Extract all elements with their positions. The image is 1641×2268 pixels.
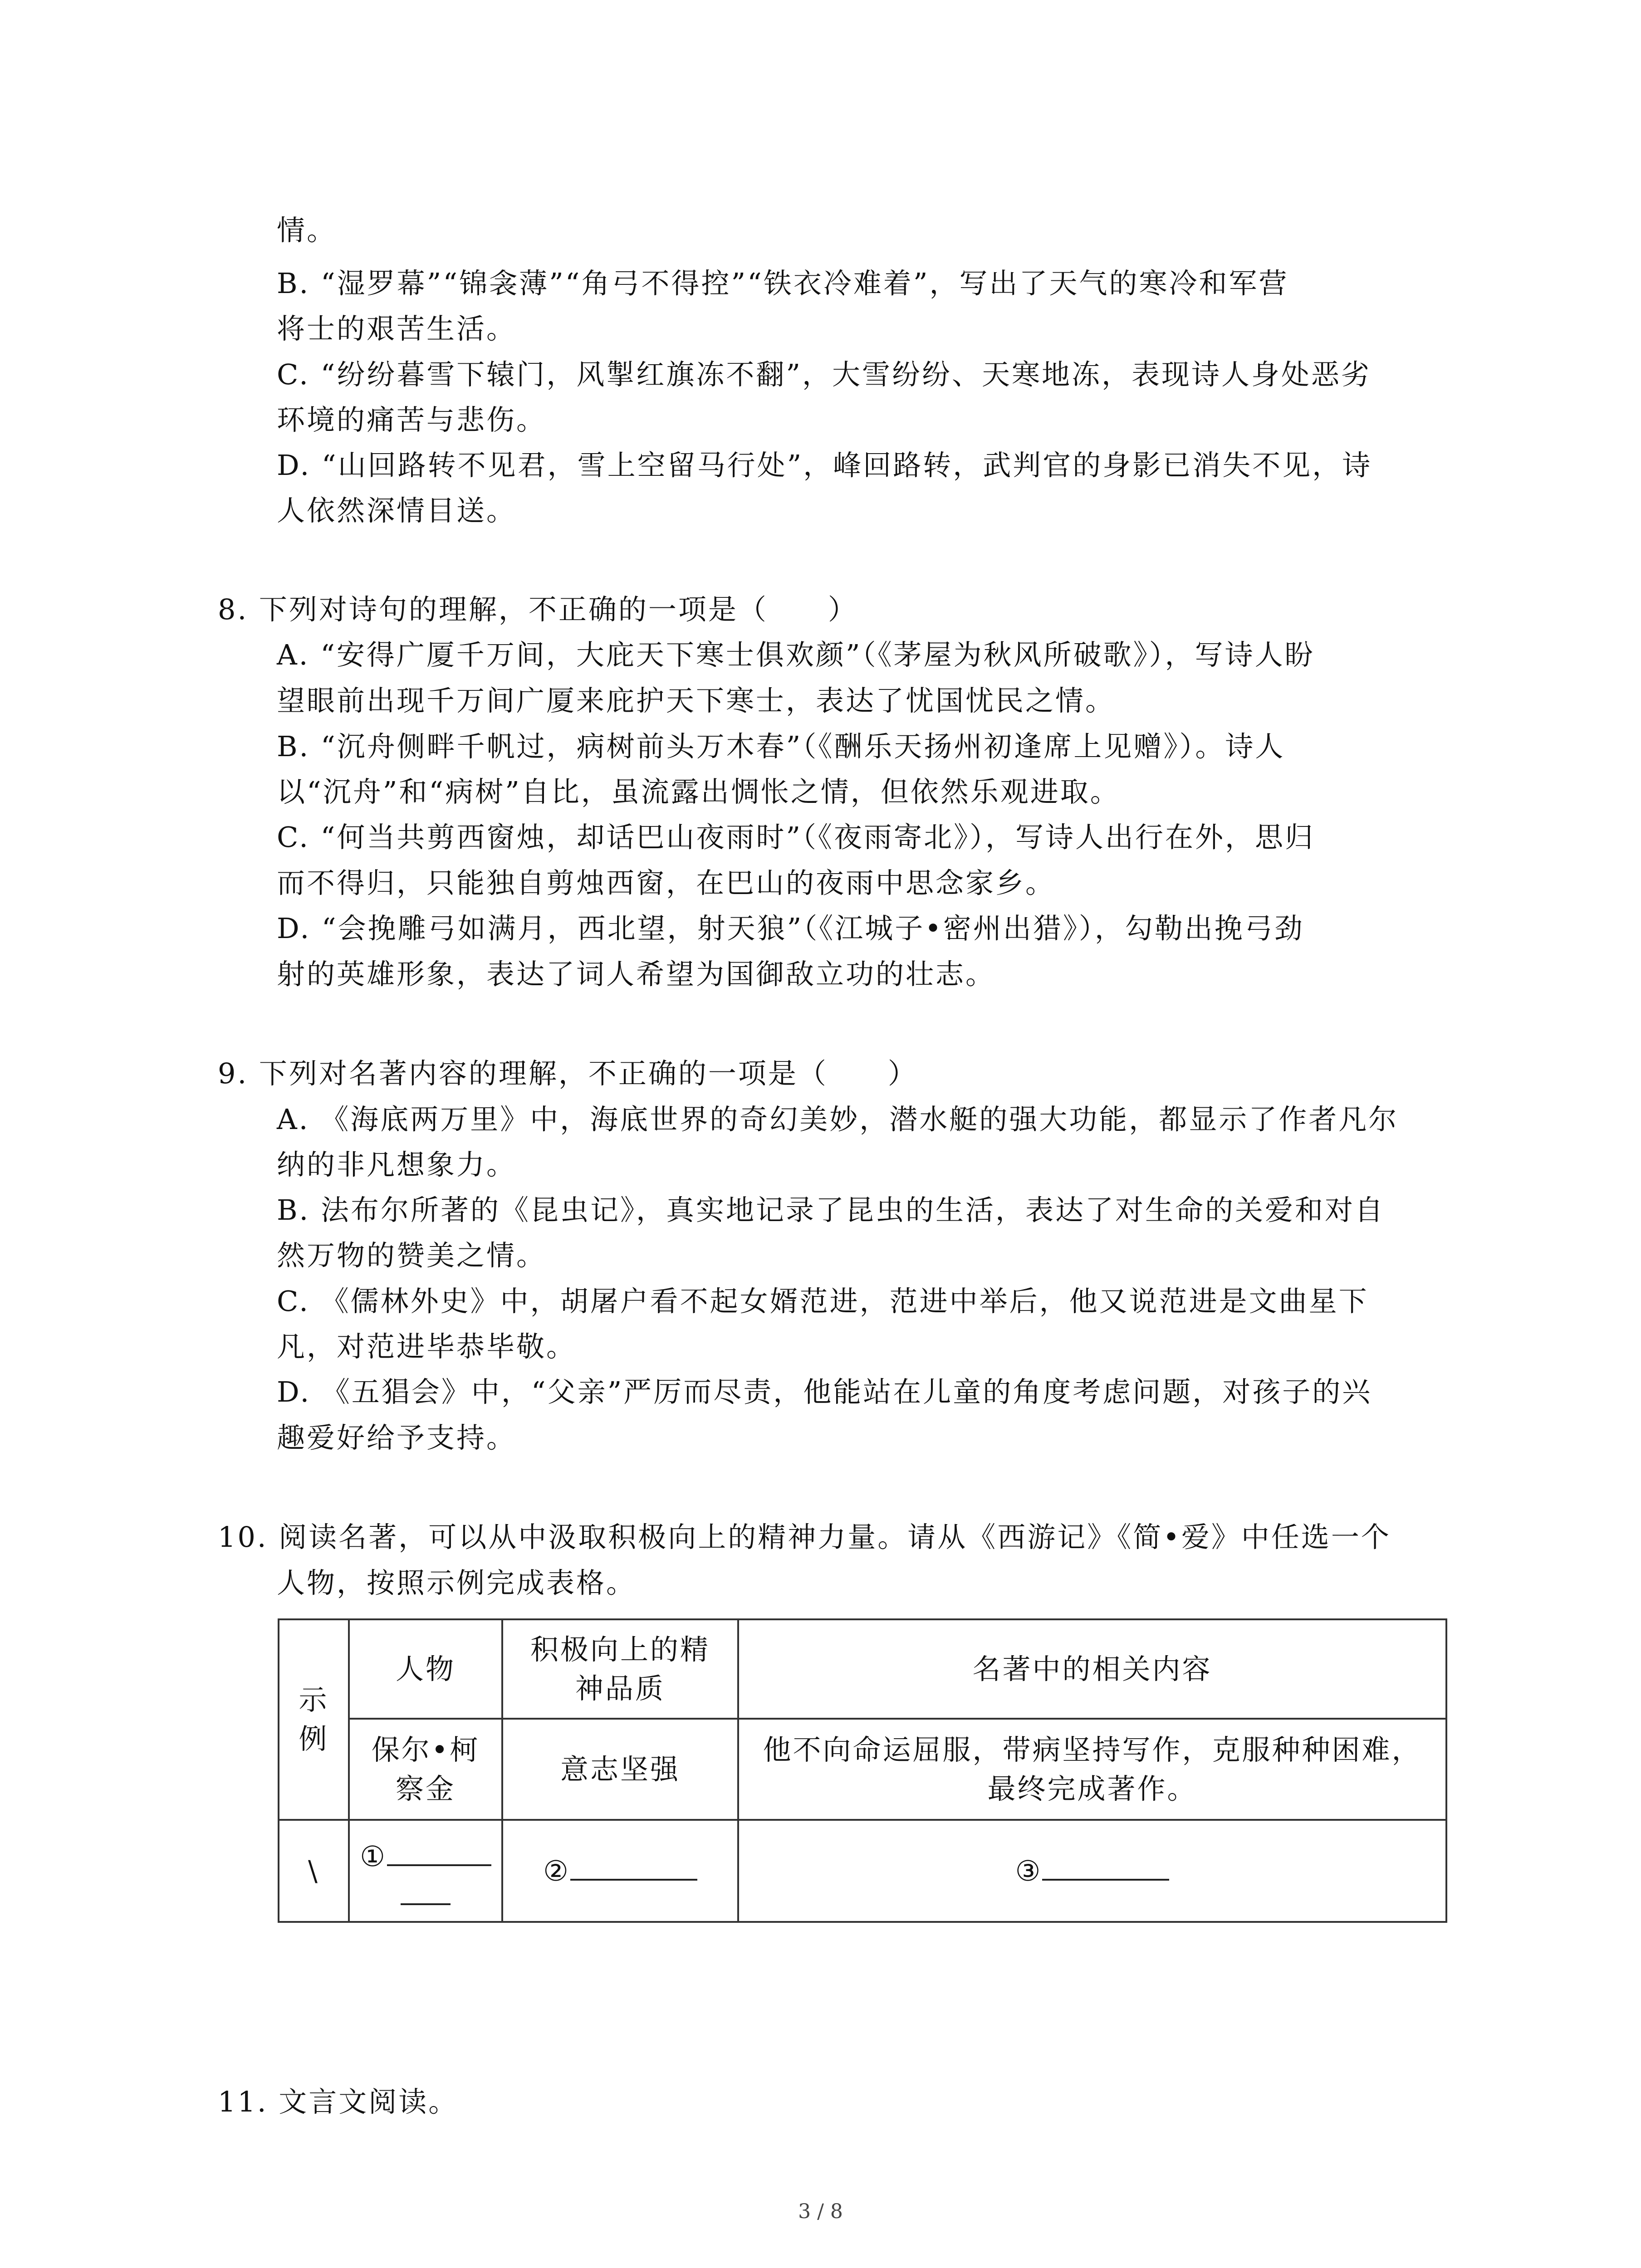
answer-blank-1[interactable] — [387, 1837, 491, 1866]
example-character-cell — [349, 1719, 502, 1820]
q8-option-a-line1: A. “安得广厦千万间，大庇天下寒士俱欢颜”（《茅屋为秋风所破歌》），写诗人盼 — [277, 638, 1315, 671]
header-quality-line1: 积极向上的精 — [530, 1633, 710, 1666]
header-quality — [502, 1619, 738, 1719]
q8-option-c-line2: 而不得归，只能独自剪烛西窗，在巴山的夜雨中思念家乡。 — [277, 866, 1056, 899]
example-label-cell — [279, 1619, 349, 1820]
example-character-line1: 保尔•柯 — [371, 1733, 480, 1766]
q8-stem: 8. 下列对诗句的理解，不正确的一项是（ ） — [218, 593, 858, 626]
q7-option-b-line2: 将士的艰苦生活。 — [277, 312, 517, 345]
q9-option-a-line2: 纳的非凡想象力。 — [277, 1148, 517, 1181]
example-label-char2: 例 — [299, 1722, 329, 1755]
q8-option-a-line2: 望眼前出现千万间广厦来庇护天下寒士，表达了忧国忧民之情。 — [277, 684, 1116, 717]
header-character: 人物 — [349, 1619, 502, 1719]
blank-marker-1: ① — [360, 1839, 387, 1873]
q9-option-c-line1: C. 《儒林外史》中，胡屠户看不起女婿范进，范进中举后，他又说范进是文曲星下 — [277, 1285, 1369, 1318]
q7-option-d-line1: D. “山回路转不见君，雪上空留马行处”，峰回路转，武判官的身影已消失不见，诗 — [277, 449, 1372, 482]
q9-stem: 9. 下列对名著内容的理解，不正确的一项是（ ） — [218, 1057, 918, 1090]
answer-blank-1-continued[interactable] — [401, 1876, 451, 1905]
example-content-line2: 最终完成著作。 — [987, 1772, 1197, 1805]
example-content-cell — [738, 1719, 1446, 1820]
q7-option-c-line2: 环境的痛苦与悲伤。 — [277, 403, 547, 436]
example-quality-cell: 意志坚强 — [502, 1719, 738, 1820]
example-content-line1: 他不向命运屈服，带病坚持写作，克服种种困难， — [763, 1733, 1422, 1766]
example-label-char1: 示 — [299, 1683, 329, 1716]
q9-option-c-line2: 凡，对范进毕恭毕敬。 — [277, 1330, 577, 1363]
q8-option-c-line1: C. “何当共剪西窗烛，却话巴山夜雨时”（《夜雨寄北》），写诗人出行在外，思归 — [277, 821, 1315, 854]
q8-option-b-line2: 以“沉舟”和“病树”自比，虽流露出惆怅之情，但依然乐观进取。 — [277, 775, 1120, 808]
q9-option-d-line2: 趣爱好给予支持。 — [277, 1421, 517, 1454]
q11-stem: 11. 文言文阅读。 — [218, 2085, 459, 2118]
q8-option-b-line1: B. “沉舟侧畔千帆过，病树前头万木春”（《酬乐天扬州初逢席上见赠》）。诗人 — [277, 730, 1285, 763]
q7-option-d-line2: 人依然深情目送。 — [277, 494, 517, 527]
q8-option-d-line2: 射的英雄形象，表达了词人希望为国御敌立功的壮志。 — [277, 958, 996, 991]
answer-blank-3[interactable] — [1042, 1852, 1169, 1881]
q8-option-d-line1: D. “会挽雕弓如满月，西北望，射天狼”（《江城子•密州出猎》），勾勒出挽弓劲 — [277, 912, 1304, 945]
q9-option-b-line1: B. 法布尔所著的《昆虫记》，真实地记录了昆虫的生活，表达了对生命的关爱和对自 — [277, 1193, 1385, 1227]
q7-option-b-line1: B. “湿罗幕”“锦衾薄”“角弓不得控”“铁衣冷难着”，写出了天气的寒冷和军营 — [277, 267, 1289, 300]
header-content: 名著中的相关内容 — [738, 1619, 1446, 1719]
q10-stem-line1: 10. 阅读名著，可以从中汲取积极向上的精神力量。请从《西游记》《简•爱》中任选一个 — [218, 1520, 1391, 1554]
page-number: 3 / 8 — [798, 2200, 843, 2223]
q10-stem-line2: 人物，按照示例完成表格。 — [277, 1566, 637, 1599]
q9-option-a-line1: A. 《海底两万里》中，海底世界的奇幻美妙，潜水艇的强大功能，都显示了作者凡尔 — [277, 1103, 1399, 1136]
character-table — [278, 1618, 1447, 1923]
q7-continuation: 情。 — [277, 214, 337, 247]
answer-blank-3-cell[interactable] — [738, 1820, 1446, 1922]
answer-blank-1-cell[interactable] — [349, 1820, 502, 1922]
answer-row-label: \ — [279, 1820, 349, 1922]
answer-blank-2[interactable] — [570, 1852, 697, 1881]
q9-option-d-line1: D. 《五猖会》中，“父亲”严厉而尽责，他能站在儿童的角度考虑问题，对孩子的兴 — [277, 1375, 1372, 1408]
blank-marker-2: ② — [543, 1854, 570, 1887]
blank-marker-3: ③ — [1015, 1854, 1043, 1887]
example-character-line2: 察金 — [395, 1772, 456, 1805]
q7-option-c-line1: C. “纷纷暮雪下辕门，风掣红旗冻不翻”，大雪纷纷、天寒地冻，表现诗人身处恶劣 — [277, 358, 1372, 391]
q9-option-b-line2: 然万物的赞美之情。 — [277, 1239, 547, 1272]
header-quality-line2: 神品质 — [575, 1672, 665, 1705]
answer-blank-2-cell[interactable] — [502, 1820, 738, 1922]
